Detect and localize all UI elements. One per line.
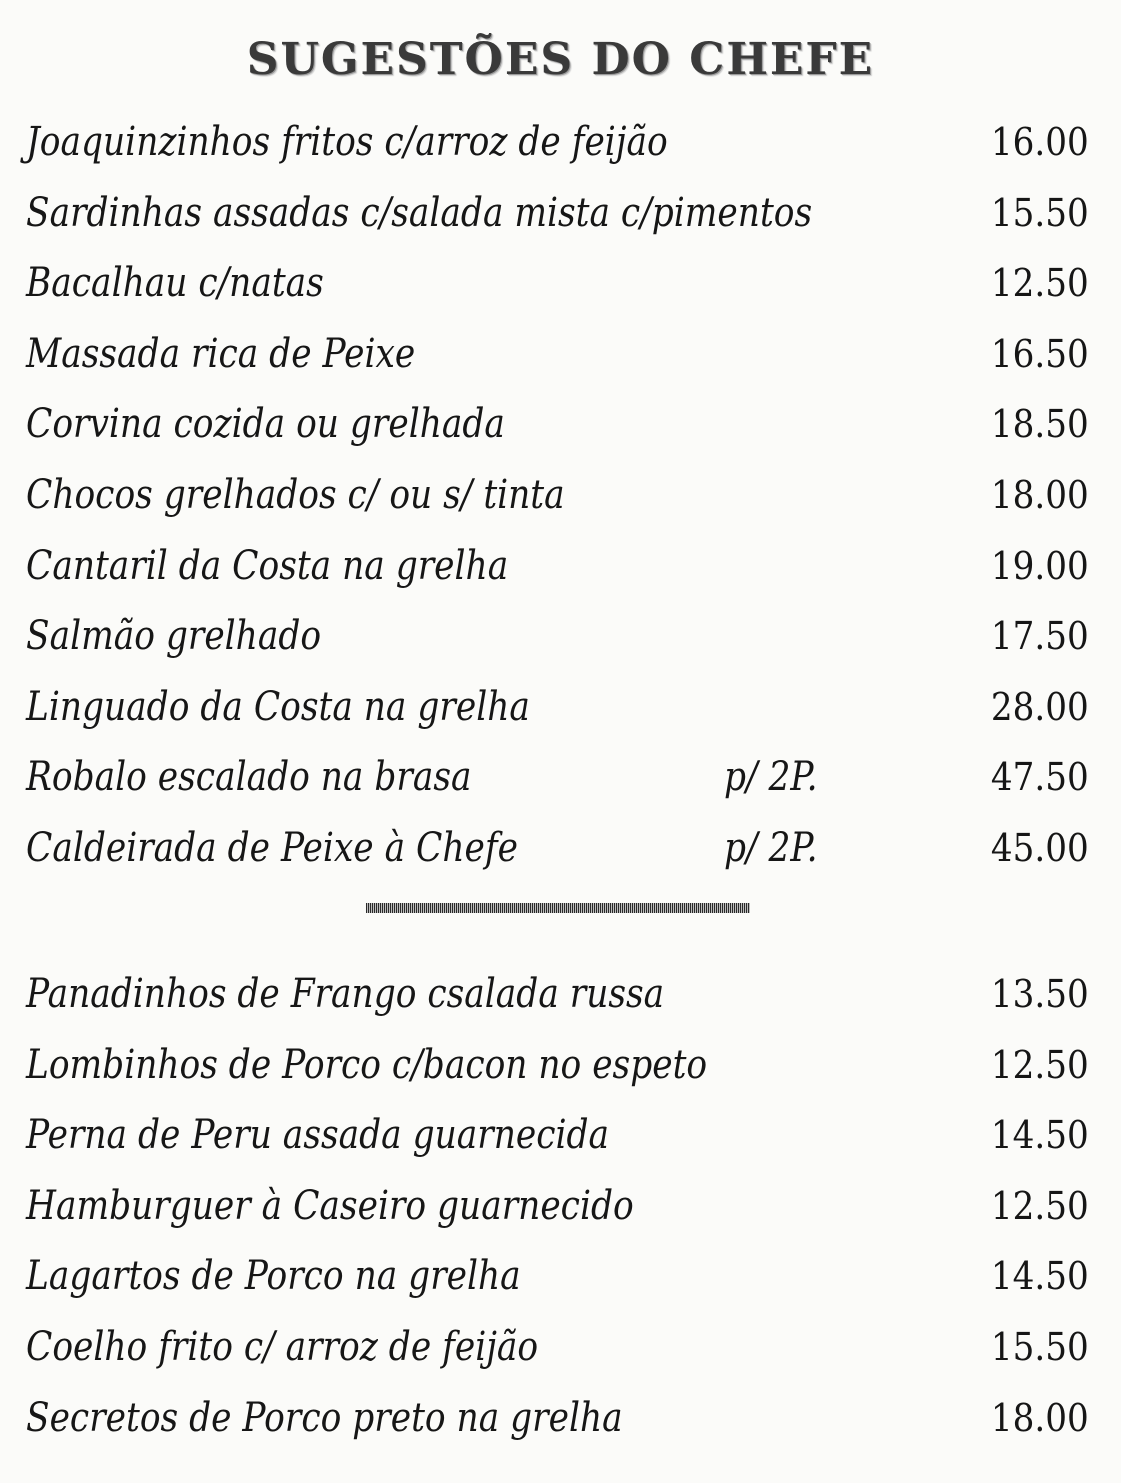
fish-section [0, 108, 1121, 885]
item-price: 12.50 [991, 261, 1089, 306]
item-price: 14.50 [991, 1113, 1089, 1158]
menu-item [0, 743, 1121, 814]
item-name: Caldeirada de Peixe à Chefe [26, 824, 518, 871]
item-price: 17.50 [991, 614, 1089, 659]
item-name: Massada rica de Peixe [26, 330, 416, 377]
menu-item [0, 461, 1121, 532]
item-name: Hamburguer à Caseiro guarnecido [26, 1182, 634, 1229]
menu-item [0, 320, 1121, 391]
item-name: Salmão grelhado [26, 613, 322, 660]
menu-item [0, 108, 1121, 179]
item-price: 15.50 [991, 190, 1089, 235]
item-name: Perna de Peru assada guarnecida [26, 1112, 610, 1159]
item-price: 18.00 [991, 472, 1089, 517]
item-name: Corvina cozida ou grelhada [26, 401, 505, 448]
item-price: 13.50 [991, 972, 1089, 1016]
item-name: Secretos de Porco preto na grelha [26, 1394, 623, 1441]
item-price: 12.50 [991, 1042, 1089, 1087]
menu-item [0, 1313, 1121, 1384]
item-name: Bacalhau c/natas [26, 260, 324, 307]
menu-item [0, 1101, 1121, 1172]
menu-title: SUGESTÕES DO CHEFE [246, 34, 875, 85]
item-portion: p/ 2P. [724, 754, 818, 801]
item-name: Panadinhos de Frango csalada russa [26, 971, 665, 1017]
item-name: Lagartos de Porco na grelha [26, 1253, 521, 1300]
item-price: 45.00 [991, 825, 1089, 870]
item-price: 16.50 [991, 331, 1089, 376]
item-portion: p/ 2P. [724, 824, 818, 871]
menu-item [0, 532, 1121, 603]
item-name: Joaquinzinhos fritos c/arroz de feijão [26, 119, 668, 165]
item-name: Sardinhas assadas c/salada mista c/pimentos [26, 189, 813, 236]
item-name: Chocos grelhados c/ ou s/ tinta [26, 471, 565, 518]
item-price: 47.50 [991, 755, 1089, 800]
menu-item [0, 179, 1121, 250]
item-price: 12.50 [991, 1183, 1089, 1228]
item-price: 18.00 [991, 1395, 1089, 1440]
item-name: Coelho frito c/ arroz de feijão [26, 1323, 539, 1370]
item-name: Linguado da Costa na grelha [26, 683, 530, 730]
menu-item [0, 1242, 1121, 1313]
section-divider [366, 903, 750, 913]
item-name: Robalo escalado na brasa [26, 754, 472, 801]
menu-item [0, 960, 1121, 1031]
item-price: 15.50 [991, 1324, 1089, 1369]
item-price: 18.50 [991, 402, 1089, 447]
menu-item [0, 390, 1121, 461]
menu-item [0, 249, 1121, 320]
item-name: Cantaril da Costa na grelha [26, 542, 509, 589]
item-price: 19.00 [991, 543, 1089, 588]
item-price: 28.00 [991, 684, 1089, 729]
item-name: Lombinhos de Porco c/bacon no espeto [26, 1041, 708, 1088]
menu-item [0, 1031, 1121, 1102]
menu-item [0, 673, 1121, 744]
meat-section [0, 960, 1121, 1454]
menu-item [0, 1384, 1121, 1455]
item-price: 14.50 [991, 1254, 1089, 1299]
menu-item [0, 1172, 1121, 1243]
menu-item [0, 602, 1121, 673]
item-price: 16.00 [991, 120, 1089, 164]
menu-item [0, 814, 1121, 885]
